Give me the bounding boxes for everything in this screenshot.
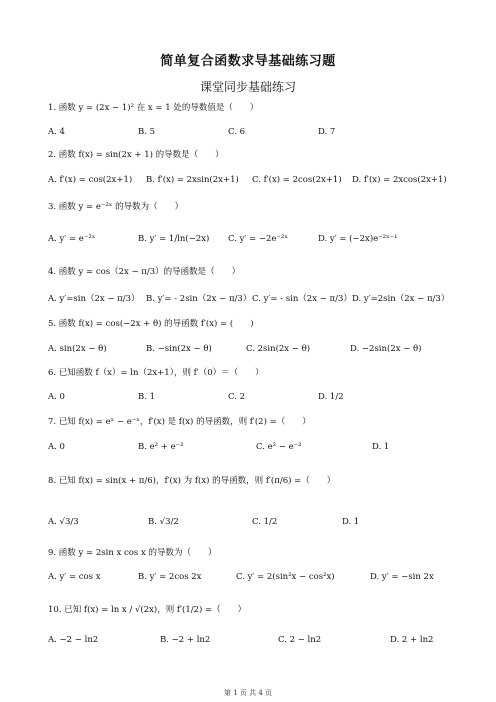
question-stem: 10. 已知 f(x) = ln x / √(2x)，则 f′(1/2) =（ ） bbox=[48, 605, 247, 615]
option-c[interactable]: C. f′(x) = 2cos(2x+1) bbox=[252, 175, 342, 185]
question-stem: 8. 已知 f(x) = sin(x + π/6)，f′(x) 为 f(x) 的导函数，则 f′(π/6) =（ ） bbox=[48, 476, 336, 486]
question-stem: 1. 函数 y = (2x − 1)² 在 x = 1 处的导数值是（ ） bbox=[48, 103, 259, 113]
option-b[interactable]: B. −2 + ln2 bbox=[160, 635, 211, 645]
option-d[interactable]: D. y′=2sin（2x − π/3） bbox=[352, 294, 450, 304]
option-b[interactable]: B. 1 bbox=[138, 392, 156, 402]
option-d[interactable]: D. y′ = (−2x)e⁻²ˣ⁻¹ bbox=[318, 234, 398, 244]
question-stem: 5. 函数 f(x) = cos(−2x + θ) 的导函数 f′(x) = ( ) bbox=[48, 319, 254, 329]
option-b[interactable]: B. y′= - 2sin（2x − π/3） bbox=[146, 294, 252, 304]
option-d[interactable]: D. 1 bbox=[342, 517, 360, 527]
option-b[interactable]: B. 5 bbox=[138, 127, 156, 137]
option-c[interactable]: C. 2 bbox=[228, 392, 246, 402]
option-a[interactable]: A. 4 bbox=[48, 127, 65, 137]
option-c[interactable]: C. 6 bbox=[228, 127, 246, 137]
option-c[interactable]: C. e² − e⁻² bbox=[256, 442, 302, 452]
option-d[interactable]: D. 7 bbox=[318, 127, 336, 137]
option-d[interactable]: D. 1/2 bbox=[318, 392, 344, 402]
option-a[interactable]: A. 0 bbox=[48, 392, 65, 402]
option-a[interactable]: A. y′=sin（2x − π/3） bbox=[48, 294, 140, 304]
option-a[interactable]: A. −2 − ln2 bbox=[48, 635, 99, 645]
option-b[interactable]: B. f′(x) = 2xsin(2x+1) bbox=[146, 175, 239, 185]
option-d[interactable]: D. 1 bbox=[372, 442, 390, 452]
option-c[interactable]: C. y′ = 2(sin²x − cos²x) bbox=[236, 572, 335, 582]
option-d[interactable]: D. 2 + ln2 bbox=[390, 635, 434, 645]
question-stem: 9. 函数 y = 2sin x cos x 的导数为（ ） bbox=[48, 548, 217, 558]
option-b[interactable]: B. y′ = 2cos 2x bbox=[138, 572, 202, 582]
question-stem: 6. 已知函数 f（x）= ln（2x+1），则 f′（0）＝（ ） bbox=[48, 368, 264, 378]
page-footer: 第 1 页 共 4 页 bbox=[223, 689, 273, 697]
option-a[interactable]: A. y′ = cos x bbox=[48, 572, 101, 582]
page-subtitle: 课堂同步基础练习 bbox=[199, 80, 296, 94]
question-stem: 4. 函数 y = cos（2x − π/3）的导函数是（ ） bbox=[48, 267, 241, 277]
option-a[interactable]: A. f′(x) = cos(2x+1) bbox=[48, 175, 133, 185]
option-b[interactable]: B. √3/2 bbox=[148, 517, 179, 527]
page-title: 简单复合函数求导基础练习题 bbox=[160, 54, 336, 69]
option-a[interactable]: A. sin(2x − θ) bbox=[48, 344, 107, 354]
option-a[interactable]: A. 0 bbox=[48, 442, 65, 452]
option-c[interactable]: C. 1/2 bbox=[252, 517, 278, 527]
question-stem: 3. 函数 y = e⁻²ˣ 的导数为（ ） bbox=[48, 202, 184, 212]
option-b[interactable]: B. y′ = 1/ln(−2x) bbox=[138, 234, 210, 244]
option-b[interactable]: B. e² + e⁻² bbox=[138, 442, 184, 452]
option-c[interactable]: C. y′ = −2e⁻²ˣ bbox=[228, 234, 288, 244]
question-stem: 2. 函数 f(x) = sin(2x + 1) 的导数是（ ） bbox=[48, 150, 224, 160]
question-stem: 7. 已知 f(x) = eˣ − e⁻ˣ，f′(x) 是 f(x) 的导函数，则 f′(2) =（ ） bbox=[48, 417, 311, 427]
option-c[interactable]: C. 2sin(2x − θ) bbox=[246, 344, 311, 354]
option-d[interactable]: D. y′ = −sin 2x bbox=[370, 572, 434, 582]
option-a[interactable]: A. y′ = e⁻²ˣ bbox=[48, 234, 96, 244]
option-c[interactable]: C. 2 − ln2 bbox=[278, 635, 322, 645]
option-d[interactable]: D. f′(x) = 2xcos(2x+1) bbox=[352, 175, 447, 185]
option-d[interactable]: D. −2sin(2x − θ) bbox=[350, 344, 422, 354]
option-b[interactable]: B. −sin(2x − θ) bbox=[146, 344, 212, 354]
option-a[interactable]: A. √3/3 bbox=[48, 517, 79, 527]
option-c[interactable]: C. y′= - sin（2x − π/3） bbox=[252, 294, 352, 304]
